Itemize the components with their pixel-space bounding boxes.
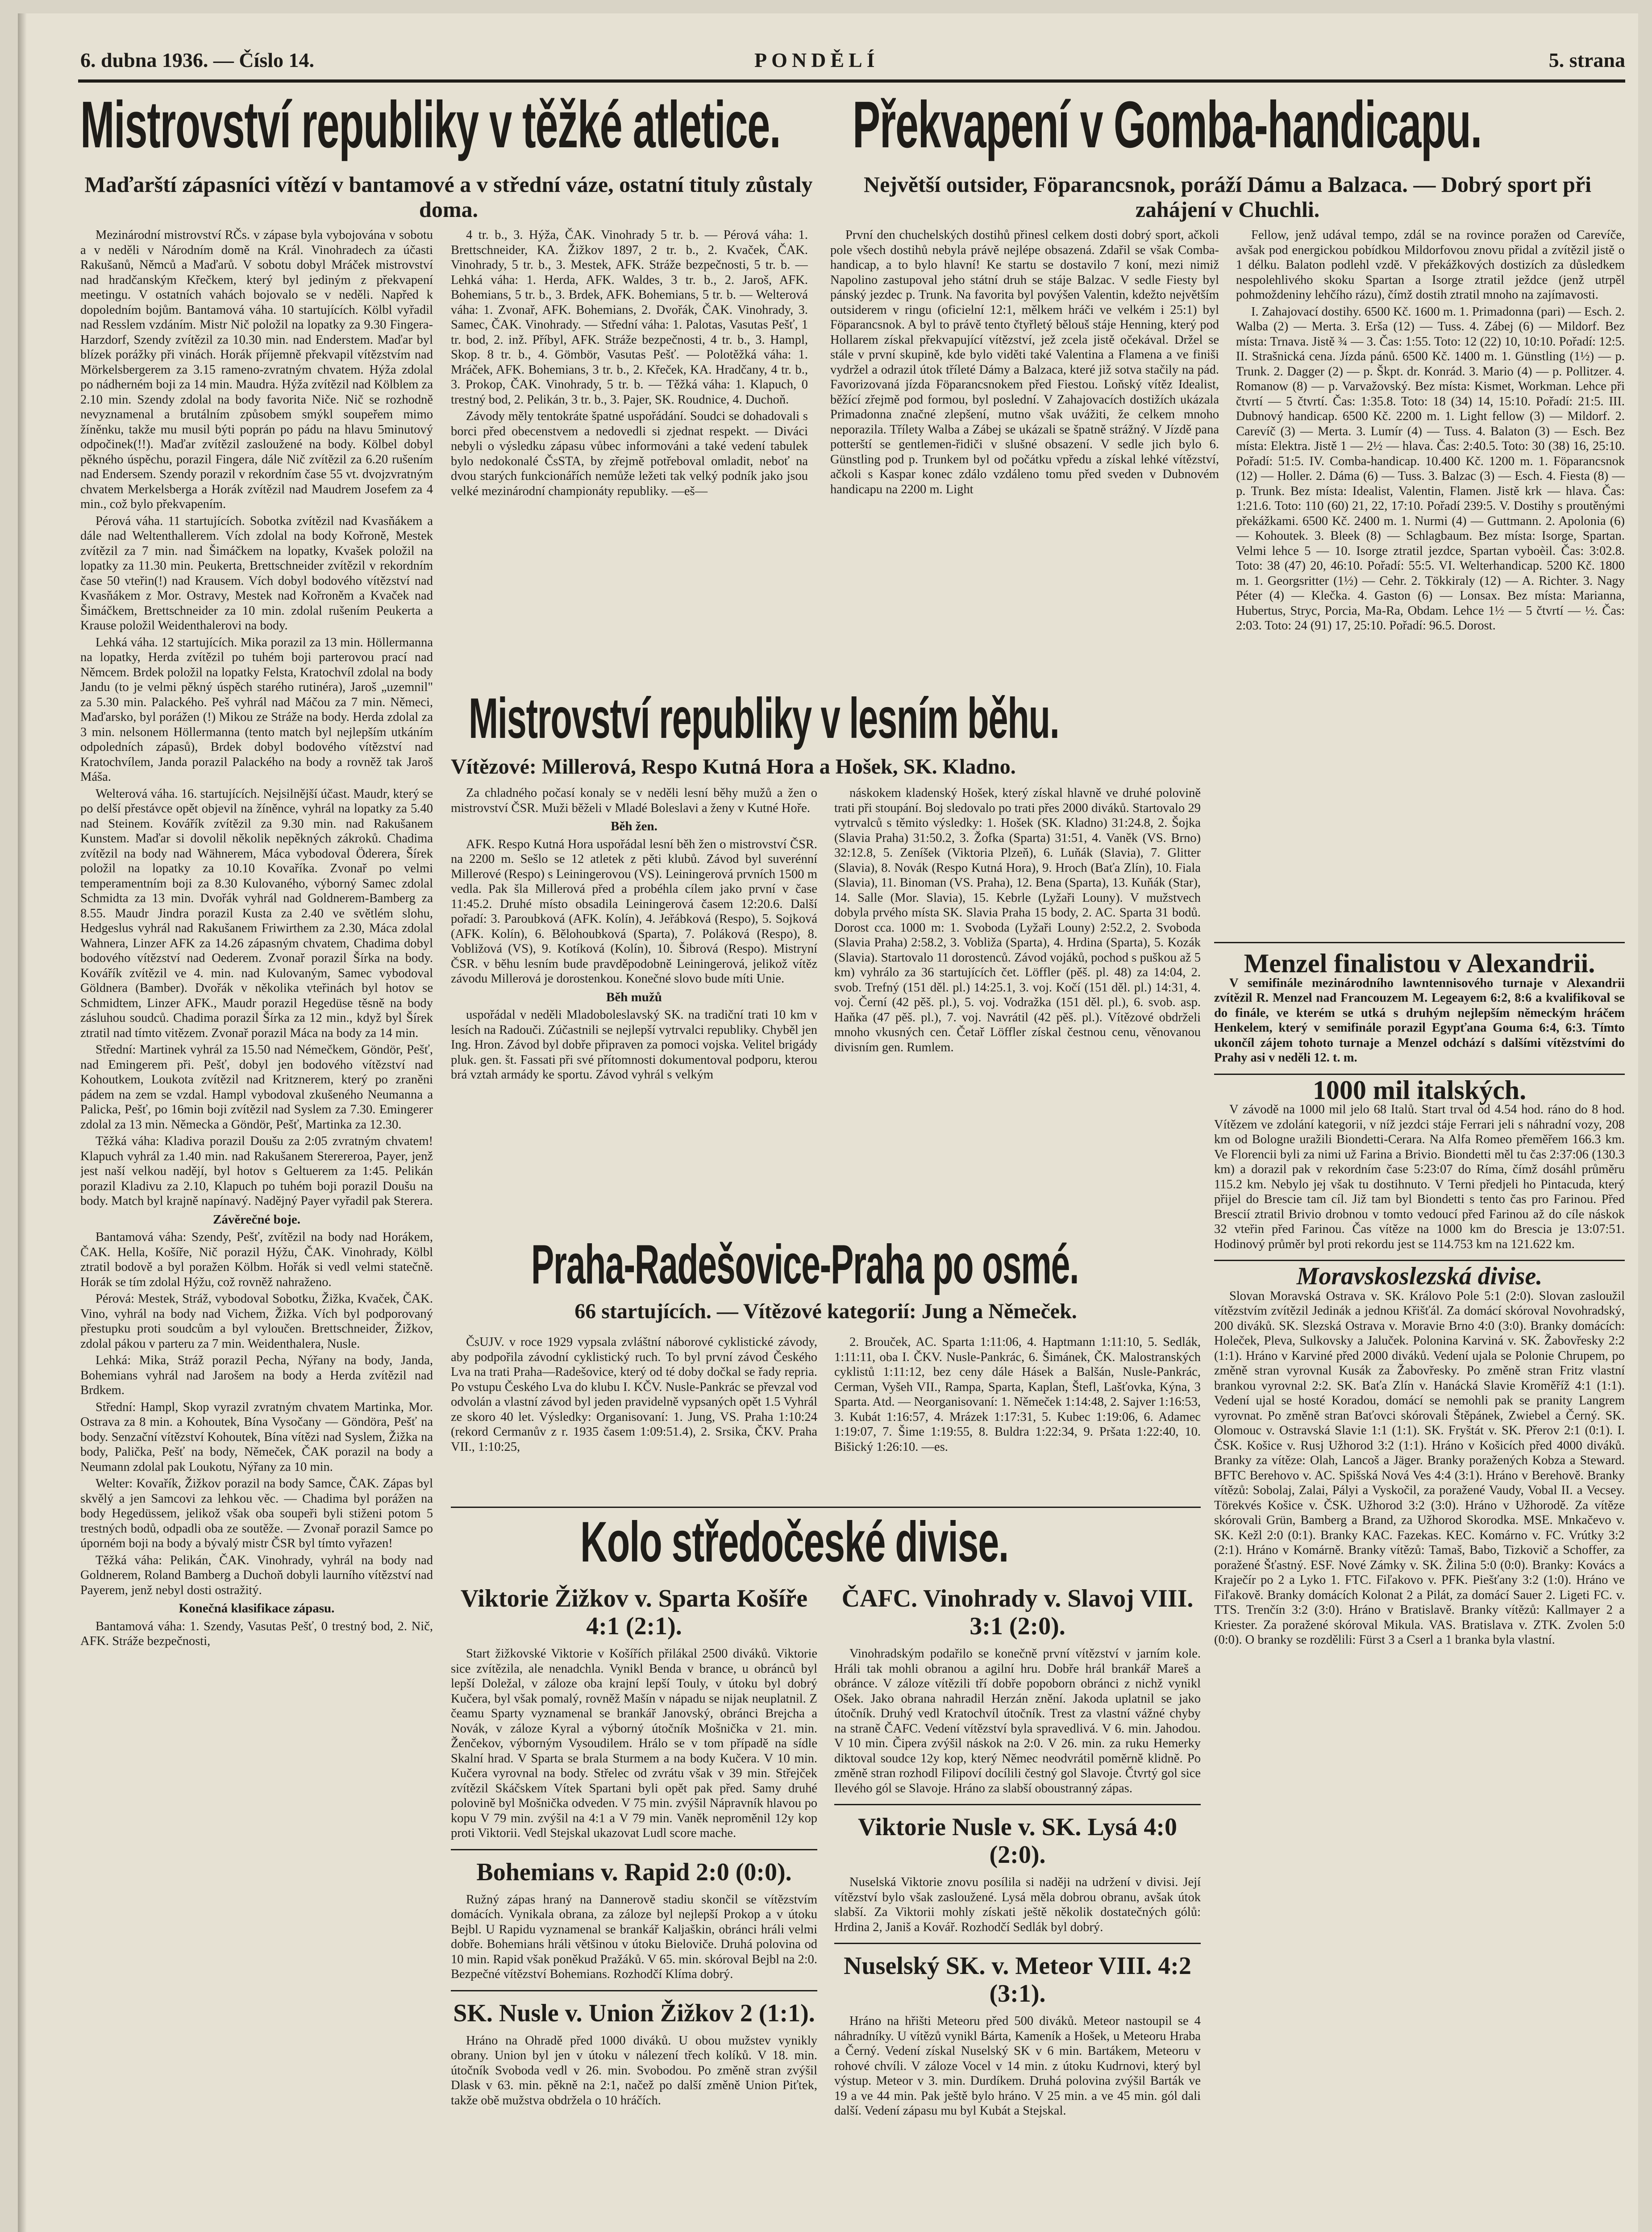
menzel-headline: Menzel finalistou v Alexandrii. — [1244, 951, 1595, 978]
paragraph: Těžká váha: Kladiva porazil Doušu za 2:05 zvratným chvatem! Klapuch vyhrál za 1.40 min. nad Rakušanem Sterereroa, Payer, jenž jest naší velkou nadějí, byl hotov s Geltuerem za 1:45. Pelikán porazil Kladivu za 2.10, Klapuch po tuhém boji porazil Doušu na body. Match byl krajně napínavý. Nadějný Payer vyřadil pak Sterera. — [80, 1134, 433, 1208]
atletika-col2-text — [451, 228, 808, 683]
paragraph: Těžká váha: Pelikán, ČAK. Vinohrady, vyhrál na body nad Goldnerem, Roland Bamberg a Duchoň dobyli laurního vítězství nad Payerem, jenž nebyl dosti ostražitý. — [80, 1553, 433, 1597]
divider — [834, 1943, 1201, 1944]
match-heading: Viktorie Nusle v. SK. Lysá 4:0 (2:0). — [857, 1813, 1178, 1869]
les-deck: Vítězové: Millerová, Respo Kutná Hora a Hošek, SK. Kladno. — [451, 755, 1016, 779]
right-column — [1214, 951, 1625, 2232]
kolo-col2-text — [834, 1580, 1201, 2232]
kolo-columns — [451, 1580, 1201, 2232]
italove-headline: 1000 mil italských. — [1312, 1075, 1527, 1105]
paragraph: Slovan Moravská Ostrava v. SK. Královo Pole 5:1 (2:0). Slovan zasloužil vítězstvím zvítězil Jedinák a jednou Křišťál. Za domácí skóroval Novohradský, 200 diváků. SK. Slezská Ostrava v. Moravie Brno 4:0 (3:0). Branky domácích: Holeček, Pleva, Sulkovsky a Jaluček. Polonina Karviná v. SK. Žabovřesky 2:2 (1:1). Hráno v Karviné před 2000 diváků. Vedení ujala se Polonie Chrupem, po změně stran vyrovnal Kusák za Žabovřesky. Po změně stran Fritz vlastní brankou vyrovnal 2:2. SK. Baťa Zlín v. Hanácká Slavie Kroměříž 4:1 (1:1). Vedení ujal se hosté Koradou, domácí se nemohli pak se pranity Langrem vyrovnat. Po změně stran Baťovci skórovali Štěpánek, Zwiebel a Černý. SK. Olomouc v. Ostravská Slavie 1:1 (1:1). SK. Fryštát v. SK. Přerov 2:1 (0:1). I. ČSK. Košice v. Rusj Užhorod 3:2 (1:1). Hráno v Košicích před 4000 diváků. Branky za vítěze: Olah, Lancoš a Jäger. Branky poražených Kobza a Steward. BFTC Berehovo v. AC. Spišská Nová Ves 4:4 (3:1). Hráno v Berehově. Branky vítězů: Sobolaj, Zalai, Pályi a Vyskočil, za poražené Vaudy, Vobal II. a Vecsey. Törekvés Košice v. ČSK. Užhorod 3:2 (3:0). Hráno v Užhorodě. Za vítěze skórovali Grün, Bamberg a Brand, za Užhorod Skorodka. MSE. Mnkačevo v. SK. Kežl 2:0 (0:1). Branky KAC. Fazekas. KEC. Komárno v. FC. Vrútky 3:2 (2:1). Hráno v Komárně. Branky vítězů: Tamaš, Babo, Tizkovič a Schoffer, za poražené Šťastný. ESF. Nové Zámky v. SK. Žilina 5:0 (0:0). Branky: Kovács a Kraječír po 2 a Lyko 1. FTC. Fiľakovo v. PFK. Piešťany 3:2 (1:0). Hráno ve Fiľakově. Branky domácích Kolonat 2 a Pilát, za domácí Sauer 2. Ligeti FC. v. TTS. Trenčín 3:2 (3:0). Hráno v Bratislavě. Branky vítězů: Kallmayer 2 a Kriester. Za poražené skóroval Mikula. VAS. Bratislava v. ZTK. Zvolen 5:0 (0:0). O branky se rozdělili: Fürst 3 a Cserl a 1 branka byla vlastní. — [1214, 1289, 1625, 1647]
gomba-headline: Překvapení v Gomba-handicapu. — [853, 88, 1482, 162]
kolo-headline: Kolo středočeské divise. — [580, 1510, 1009, 1574]
divider — [1214, 1074, 1625, 1075]
match-heading: ČAFC. Vinohrady v. Slavoj VIII. 3:1 (2:0). — [841, 1585, 1194, 1640]
divider — [451, 1849, 817, 1850]
radesovice-columns — [451, 1335, 1201, 1509]
paragraph: Mezinárodní mistrovství RČs. v zápase byla vybojována v sobotu a v neděli v Národním domě na Král. Vinohradech za účasti Rakušanů, Němců a Maďarů. V sobotu dobyl Mráček mistrovství nad hradčanským Křečkem, který byl jediným z překvapení meetingu. V ostatních vahách bojovalo se v neděli. Napřed k dopoledním bojům. Bantamová váha. 10 startujících. Kölbl vyřadil nad Resslem vzdáním. Mistr Nič položil na lopatky za 9.30 Fingera-Harzdorf, Szendy zvítězil za 10.30 min. nad Enderstem. Maďar byl blízek porážky při vinách. Horák příjemně překvapil vítězstvím nad Mörkelsbergerem za 3.15 rameno-zvratným chvatem. Hýža zdolal po nádherném boji za 14 min. Maudra. Hýža zvítězil nad Kölblem za 2.10 min. Szendy zdolal na body favorita Niče. Nič se rozhodně nevyznamenal a brutálním způsobem smýkl soupeřem mimo žíněnku, takže mu musil býti poprán po pádu na hlavu 5minutový odpočinek(!!). Maďar zvítězil zasloužené na body. Kölbel dobyl pěkného úspěchu, porazil Fingera, dále Nič zvítězil za 6.20 rušením nad Endersem. Szendy porazil v rekordním čase 55 vt. dvojzvratným chvatem Merkelsberga a Horák zvítězil nad Maudrem Josefem za 4 min., což bylo překvapením. — [80, 228, 433, 511]
weekday: PONDĚLÍ — [754, 49, 879, 71]
paragraph: Střední: Martinek vyhrál za 15.50 nad Némečkem, Göndör, Pešť, nad Emingerem při. Pešť, dobyl jen bodového vítězství nad Kohoutkem, Loukota zvítězil nad Kritznerem, který po zraněni pádem na zem se vzdal. Hampl vybodoval zkušeného Neumanna a Palicka, Pešť, po 16min boji zvítězil nad Syslem za 7.30. Emingerer zdolal za 13 min. Německa a Göndör, Pešť, Martinka za 12.30. — [80, 1043, 433, 1132]
match-heading: Nuselský SK. v. Meteor VIII. 4:2 (3:1). — [844, 1952, 1191, 2007]
paragraph: Střední: Hampl, Skop vyrazil zvratným chvatem Martinka, Mor. Ostrava za 8 min. a Kohoutek, Bína Vysočany — Göndöra, Pešť na body. Senzační vítězství Kohoutek, Bína vítězi nad Syslem, Žižka na body, Palička, Pešť na body, Němeček, ČAK porazil na body a Neumann zdolal pak Loukotu, Nýřany za 10 min. — [80, 1400, 433, 1474]
paragraph: Za chladného počasí konaly se v neděli lesní běhy mužů a žen o mistrovství ČSR. Muži běželi v Mladé Boleslavi a ženy v Kutné Hoře. — [451, 786, 817, 815]
header-rule — [78, 79, 1625, 83]
paragraph: První den chuchelských dostihů přinesl celkem dosti dobrý sport, ačkoli pole všech dostihů nebyla právě nejlépe obsazená. Zdařil se však Comba-handicap, a to bylo hlavní! Ke startu se dostavilo 7 koní, mezi nimiž Napolino zastupoval jeho státní druh se stáje Balzac. V sedle Fiesty byl pánský jezdec p. Trunk. Na favorita byl povýšen Valentin, kdežto největším outsiderem v ringu (oficielní 12:1, mělkem hráči ve velkém i 25:1) byl Föparancsnok. A byl to právě tento čtyřletý bělouš stáje Henning, který pod Hollarem získal překvapující vítězství, jež zcela jistě očekával. Držel se stále v první skupině, kde bylo viděti také Valentina a Flamena a ve finiši vydržel a odrazil útok tříleté Dámy a Balzaca, které již sotva stačily na pád. Favorizovaná jízda Föparancsnokem před Fiestou. Loňský vítěz Idealist, běžící zřejmě pod formou, byl poslední. V Zahajovacích dostižích ukázala Primadonna značné zlepšení, mutno však uvážiti, že celkem mnoho neporazila. Třílety Walba a Zábej se ukázali se špatně strážný. V Jízdě pana potterští se gentlemen-řidiči v slušné obsazení. V sedle jich bylo 6. Günstling pod p. Trunkem byl od počátku vpředu a získal lehké vítězství, ačkoli s Kaspar konec zdálo vzdáleno tomu před sveden v Dubnovém handicapu na 2200 m. Light — [830, 228, 1219, 496]
divider — [1214, 942, 1625, 943]
atletika-headline: Mistrovství republiky v těžké atletice. — [80, 88, 781, 162]
paragraph: Bantamová váha: Szendy, Pešť, zvítězil na body nad Horákem, ČAK. Hella, Košíře, Nič porazil Hýžu, ČAK. Vinohrady, Kölbl ztratil bodově a byl poražen Kölbm. Hořák si vedl velmi statečně. Horák se tím zdolal Hýžu, což rovněž nahraženo. — [80, 1230, 433, 1289]
gomba-deck: Největší outsider, Föparancsnok, poráží Dámu a Balzaca. — Dobrý sport při zahájení v Chuchli. — [863, 172, 1592, 222]
paragraph: Welter: Kovařík, Žižkov porazil na body Samce, ČAK. Zápas byl skvělý a jen Samcovi za lehkou věc. — Chadima byl porážen na body Hegedüssem, jelikož však oba soupeři byli stiženi potom 5 trestných bodů, odpadli oba ze soutěže. — Zvonař porazil Samce po úporném boji na body a bývalý mistr ČSR byl tímto vyřazen! — [80, 1477, 433, 1550]
paragraph: Nuselská Viktorie znovu posílila si naději na udržení v divisi. Její vítězství bylo však zasloužené. Lysá měla dobrou obranu, avšak útok slabší. Za Viktorii mohly získati ještě několik dostatečných gólů: Hrdina 2, Janiš a Kovář. Rozhodčí Sedlák byl dobrý. — [834, 1875, 1201, 1934]
atletika-column-1 — [80, 228, 433, 2232]
kolo-col1-text — [451, 1580, 817, 2232]
divider — [451, 1990, 817, 1991]
paragraph: Lehká: Mika, Stráž porazil Pecha, Nýřany na body, Janda, Bohemians vyhrál nad Jarošem na body a Herda zvítězil nad Brdkem. — [80, 1353, 433, 1397]
paragraph: 4 tr. b., 3. Hýža, ČAK. Vinohrady 5 tr. b. — Pérová váha: 1. Brettschneider, KA. Žižkov 1897, 2 tr. b., 2. Kvaček, ČAK. Vinohrady, 5 tr. b., 3. Mestek, AFK. Stráže bezpečnosti, 5 tr. b. — Lehká váha: 1. Herda, AFK. Waldes, 3 tr. b., 2. Jaroš, AFK. Bohemians, 5 tr. b., 3. Brdek, AFK. Bohemians, 5 tr. b. — Welterová váha: 1. Zvonař, AFK. Bohemians, 2. Dvořák, ČAK. Vinohrady, 3. Samec, ČAK. Vinohrady. — Střední váha: 1. Palotas, Vasutas Pešť, 1 tr. bod, 2. inž. Příbyl, AFK. Stráže bezpečnosti, 4 tr. b., 3. Hampl, Skop. 8 tr. b., 4. Gömbör, Vasutas Pešť. — Polotěžká váha: 1. Mráček, AFK. Bohemians, 3 tr. b., 2. Křeček, KA. Hradčany, 4 tr. b., 3. Prokop, ČAK. Vinohrady, 5 tr. b. — Těžká váha: 1. Klapuch, 0 trestný bod, 2. Pelikán, 3 tr. b., 3. Pajer, SK. Roudnice, 4. Duchoň. — [451, 228, 808, 407]
paragraph: náskokem kladenský Hošek, který získal hlavně ve druhé polovině trati při stoupání. Boj sledovalo po trati přes 2000 diváků. Startovalo 29 vytrvalců s těmito výsledky: 1. Hošek (SK. Kladno) 31:24.8, 2. Šojka (Slavia Praha) 31:50.2, 3. Žofka (Sparta) 31:51, 4. Vaněk (VS. Brno) 32:12.8, 5. Zeníšek (Viktoria Plzeň), 6. Luňák (Slavia), 7. Glitter (Slavia), 8. Novák (Respo Kutná Hora), 9. Hroch (Baťa Zlín), 10. Fiala (Slavia), 11. Binoman (VS. Praha), 12. Bena (Sparta), 13. Kuňák (Star), 14. Salle (Mor. Slavia), 15. Kebrle (Lyžaři Louny). V mužstvech dobyla prvého místa SK. Slavia Praha 15 body, 2. AC. Sparta 31 bodů. Dorost cca. 1000 m: 1. Svoboda (Lyžaři Louny) 2:52.2, 2. Svoboda (Slavia Praha) 2:58.2, 3. Vobliža (Sparta), 4. Hrdina (Sparta), 5. Kozák (Slavia). Startovalo 11 dorostenců. Závod vojáků, pochod s puškou až 5 km) vyhrálo za 36 startujících čet. Löffler (pěš. pl. 48) za 14:04, 2. svob. Trefný (151 děl. pl.) 14:25.1, 3. voj. Kočí (151 děl. pl.) 14:31, 4. voj. Černí (42 pěš. pl.), 5. voj. Vodražka (151 děl. pl.), 6. svob. asp. Haňka (47 pěš. pl.), 7. voj. Navrátil (42 pěš. pl.). Vítězové obdrželi mnoho vkusných cen. Četař Löffler získal čestnou cenu, věnovanou divisním gen. Rumlem. — [834, 786, 1201, 1054]
match-heading: Bohemians v. Rapid 2:0 (0:0). — [476, 1858, 792, 1886]
paragraph: Hráno na hřišti Meteoru před 500 diváků. Meteor nastoupil se 4 náhradníky. U vítězů vynikl Bárta, Kameník a Hošek, u Meteoru Hraba a Černý. Vedení získal Nuselský SK v 6 min. Bartákem, Meteoru v rohové chvíli. V záloze Vocel v 14 min. z útoku Kudrnovi, který byl výstup. Meteor v 3. min. Durdíkem. Druhá polovina zvýšil Barták ve 19 a ve 44 min. Pak ještě bylo hráno. V 25 min. a ve 45 min. gól dali další. Vedení zápasu mu byl Kubát a Stejskal. — [834, 2014, 1201, 2118]
race-results: I. Zahajovací dostihy. 6500 Kč. 1600 m. 1. Primadonna (pari) — Esch. 2. Walba (2) — Merta. 3. Erša (12) — Tuss. 4. Zábej (6) — Mildorf. Bez místa: Trnava. Jistě ¾ — 3. Čas: 1:55. Toto: 12 (22) 10, 10:10. Pořadí: 12:5. II. Strašnická cena. Jízda pánů. 6500 Kč. 1400 m. 1. Günstling (1½) — p. Trunk. 2. Dagger (2) — p. Škpt. dr. Konrád. 3. Mario (4) — p. Pollitzer. 4. Romanow (8) — p. Varvažovský. Bez místa: Kismet, Workman. Lehce při čtvrtí — 5 čtvrtí. Čas: 1:35.8. Toto: 18 (34) 14, 15:10. Pořadí: 21:5. III. Dubnový handicap. 6500 Kč. 2200 m. 1. Light fellow (3) — Mildorf. 2. Carevíč (3) — Merta. 3. Lumír (4) — Tuss. 4. Balaton (3) — Esch. Bez místa: Elektra. Jistě 1 — 2½ — hlava. Čas: 2:40.5. Toto: 30 (38) 16, 25:10. Pořadí: 51:5. IV. Comba-handicap. 10.400 Kč. 1200 m. 1. Föparancsnok (12) — Holler. 2. Dáma (6) — Tuss. 3. Balzac (3) — Esch. 4. Fiesta (8) — p. Trunk. Bez místa: Idealist, Valentin, Flamen. Jistě krk — hlava. Čas: 1:21.6. Toto: 110 (60) 21, 22, 17:10. Pořadí 239:5. V. Dostihy s proutěnými překážkami. 6500 Kč. 2400 m. 1. Nurmi (4) — Guttmann. 2. Apolonia (6) — Kohoutek. 3. Bleek (8) — Schlagbaum. Bez místa: Isorge, Spartan. Velmi lehce 5 — 10. Isorge ztratil jezdce, Spartan vyboèil. Čas: 3:02.8. Toto: 38 (47) 20, 46:10. Pořadí: 55:5. VI. Welterhandicap. 5200 Kč. 1800 m. 1. Georgsritter (1½) — Cehr. 2. Tökkiraly (12) — A. Richter. 3. Nagy Péter (4) — Klečka. 4. Gaston (6) — Lonsax. Bez místa: Marianna, Hubertus, Stryc, Porcia, Ma-Ra, Obdam. Lehce 1½ — 5 čtvrtí — ½. Čas: 2:03. Toto: 24 (91) 17, 25:10. Pořadí: 96.5. Dorost. — [1236, 304, 1625, 633]
gomba-col1-text — [830, 228, 1219, 683]
moravsko-headline: Moravskoslezská divise. — [1296, 1262, 1543, 1290]
atletika-deck: Maďarští zápasníci vítězí v bantamové a v střední váze, ostatní tituly zůstaly doma. — [84, 172, 813, 222]
gomba-columns — [830, 228, 1625, 683]
divider — [1214, 1260, 1625, 1261]
match-heading: SK. Nusle v. Union Žižkov 2 (1:1). — [453, 1999, 815, 2027]
paragraph: V semifinále mezinárodního lawntennisového turnaje v Alexandrii zvítězil R. Menzel nad Francouzem M. Legeayem 6:2, 8:6 a kvalifikoval se do finále, ve kterém se utká s druhým nejlepším německým hráčem Henkelem, který v semifinále porazil Egypťana Gouma 6:4, 6:3. Tímto ukončíl zájem tohoto turnaje a Menzel odchází s dalšími vítězstvími do Prahy asi v neděli 12. t. m. — [1214, 976, 1625, 1065]
les-headline: Mistrovství republiky v lesním běhu. — [469, 687, 1059, 750]
subheading: Závěrečné boje. — [213, 1212, 300, 1227]
radesovice-deck: 66 startujících. — Vítězové kategorií: Jung a Němeček. — [574, 1299, 1077, 1323]
paragraph: Závody měly tentokráte špatné uspořádání. Soudci se dohadovali s borci před obecenstvem a nedovedli si zjednat respekt. — Diváci nebyli o výsledku zápasu vůbec informováni a také vedení tabulek bylo nedokonalé ČsSTA, by zřejmě potřeboval omladit, neboť na dvou starých funkcionářích nemůže ležeti tak velký podník jako jsou velké mezinárodní championáty republiky. —eš— — [451, 409, 808, 498]
paragraph: Vinohradským podařilo se konečně první vítězství v jarním kole. Hráli tak mohli obranou a agilní hru. Dobře hrál brankář Mareš a obránce. V záloze vítězili tří dobře popoborn obránci z nichž vynikl Ošek. Jako obrana nahradil Herzán znění. Jakoda uplatnil se jako útočník. Druhý vedl Kratochvíl útočník. Trest za vlastní vážné chyby na straně ČAFC. Vedení vítězství byla spravedlivá. V 6. min. Jahodou. V 10 min. Čipera zvýšil náskok na 2:0. V 26. min. za ruku Hemerky diktoval soudce 12y kop, který Němec neodvrátil poměrně klidně. Po změně stran rozhodl Filipoví docílili čestný gol Slavoje. Čtvrtý gol sice Ilevého gól se Slavoje. Hráno za slabší oboustranný zápas. — [834, 1647, 1201, 1795]
radesovice-col1-text — [451, 1335, 817, 1509]
page-number: 5. strana — [1548, 49, 1625, 71]
page-edge-shadow — [18, 13, 27, 2232]
paragraph: 2. Brouček, AC. Sparta 1:11:06, 4. Haptmann 1:11:10, 5. Sedlák, 1:11:11, oba I. ČKV. Nusle-Pankrác, 6. Šimánek, ČK. Malostranských cyklistů 1:11:12, bez ceny dále Hásek a Balšán, Nusle-Pankrác, Cerman, Vyšeh VII., Rampa, Sparta, Kaplan, Štefl, Lašťovka, Kýna, 3 Sparta. Atd. — Neorganisovaní: 1. Němeček 1:14:48, 2. Sajver 1:16:53, 3. Kubát 1:16:57, 4. Mrázek 1:17:31, 5. Kubec 1:19:06, 6. Adamec 1:19:07, 7. Šime 1:19:55, 8. Buldra 1:22:34, 9. Pršata 1:22:40, 10. Bišický 1:26:10. —es. — [834, 1335, 1201, 1454]
atletika-col1-text — [80, 228, 433, 2232]
radesovice-col2-text — [834, 1335, 1201, 1509]
divider — [451, 1507, 1201, 1508]
paragraph: Pérová váha. 11 startujících. Sobotka zvítězil nad Kvasňákem a dále nad Weltenthallerem. Vích zdolal na body Kořroně, Mestek zvítězil za 7 min. nad Šimáčkem na lopatky, Kvašek položil na lopatky za 11.30 min. Peukerta, Brettschneider zvítězil v rekordním čase 50 vteřin(!) nad Krausem. Vích dobyl bodového vítězství nad Kvasňákem z Mor. Ostravy, Mestek nad Kořroněm a Kvaček nad Šimáčkem, Brettschneider za 10 min. zdolal rušením Peukerta a Krause položil Weidenthalerovi na body. — [80, 514, 433, 633]
paragraph: Ružný zápas hraný na Dannerově stadiu skončil se vítězstvím domácích. Vynikala obrana, za záloze byl nejlepší Prokop a v útoku Bejbl. U Rapidu vyznamenal se brankář Kaljaškin, obránci hráli velmi dobře. Bohemians hráli většinou v útoku Bieloviče. Druhá polovina od 10 min. Rapid však poněkud Pražáků. V 65. min. skóroval Bejbl na 2:0. Bezpečné vítězství Bohemians. Rozhodčí Klíma dobrý. — [451, 1892, 817, 1981]
paragraph: Pérová: Mestek, Stráž, vybodoval Sobotku, Žižka, Kvaček, ČAK. Vino, vyhrál na body nad Vichem, Žižka. Vích byl podporovaný přestupku proti soudcům a byl vyloučen. Brettschneider, Žižkov, zdolal pákou v parteru za 7 min. Weidenthalera, Nusle. — [80, 1292, 433, 1351]
divider — [834, 1804, 1201, 1805]
subheading: Běh mužů — [606, 990, 662, 1004]
paragraph: ČsUJV. v roce 1929 vypsala zvláštní náborové cyklistické závody, aby podpořila závodní cyklistický ruch. To byl první závod Českého Lva na trati Praha—Radešovice, který od té doby dočkal se řady repria. Po vstupu Českého Lva do klubu I. KČV. Nusle-Pankrác se převzal vod odvolán a vlastní závod byl jeden pravidelně vypsaných opět 1.5 Vyhrál ze skoro 40 let. Výsledky: Organisovaní: 1. Jung, VS. Praha 1:10:24 (rekord Cermanův z r. 1935 časem 1:09:51.4), 2. Srsika, ČKV. Praha VII., 1:10:25, — [451, 1335, 817, 1454]
paragraph: Bantamová váha: 1. Szendy, Vasutas Pešť, 0 trestný bod, 2. Nič, AFK. Stráže bezpečnosti, — [80, 1619, 433, 1648]
issue-date: 6. dubna 1936. — Číslo 14. — [80, 49, 315, 71]
paragraph: Lehká váha. 12 startujících. Mika porazil za 13 min. Höllermanna na lopatky, Herda zvítězil po tuhém boji parterovou prací nad Němcem. Brdek položil na lopatky Felsta, Kratochvíl zdolal na body Jandu (to je velmi pěkný úspěch starého rutinéra), Jaroš „uzemnil" za 5.30 min. Palackého. Peš vyhrál nad Máčou za 7 min. Němeci, Maďarsko, byl porážen (!) Mikou ze Stráže na body. Herda zdolal za 3 min. nelsonem Höllermanna (tento match byl nejlepším utkáním odpoledních zápasů), Brdek dobyl bodového vítězství nad Kratochvílem, Janda porazil Palackého na body a rovněž tak Jaroš Máša. — [80, 635, 433, 784]
paragraph: Start žižkovské Viktorie v Košířích přilákal 2500 diváků. Viktorie sice zvítězila, ale nenadchla. Vynikl Benda v brance, u obránců byl lepší Doležal, v záloze oba krajní lepší Touly, v útoku byl dobrý Kučera, byl však pomalý, rovněž Mašín v nápadu se nijak neuplatnil. Z čeamu Sparty vyznamenal se brankář Janovský, obránci Brejcha a Novák, v záloze Kyral a výborný útočník Mošnička v 21. min. Ženčekov, výborným Vysoudilem. Hrálo se v tom případě na sídle Skalní hrad. V Sparta se brala Sturmem a na body Kučera. V 10 min. Kučera vyrovnal na body. Střelec od zvrátu však v 39 min. Střejček zvítězil Skáčskem Vítek Spartani byli opět pak před. Samy druhé polovině byl Mošnička odveden. V 75 min. zvýšil Nápravník hlavou po kopu V 79 min. zvýšil na 4:1 a V 79 min. Vaněk neproměnil 12y kop proti Viktorii. Vedl Stejskal ukazovat Ludl score mache. — [451, 1647, 817, 1840]
match-heading: Viktorie Žižkov v. Sparta Košíře 4:1 (2:1). — [460, 1585, 808, 1640]
paragraph: Fellow, jenž udával tempo, zdál se na rovince poražen od Carevíče, avšak pod energickou pobídkou Mildorfovou znovu přidal a zvítězil jistě o 1 délku. Balaton podlehl vzdě. V překážkových dostizích za důsledkem nespolehlivého skoku Spartan a Isorge ztratil ježdce (jenž utrpěl pohmoždeniny lehčího rázu), čímž dostih ztratil mnoho na zajímavosti. — [1236, 228, 1625, 302]
paragraph: V závodě na 1000 mil jelo 68 Italů. Start trval od 4.54 hod. ráno do 8 hod. Vítězem ve zdolání kategorii, v níž jezdci stáje Ferrari jeli s náhradní vozy, 208 km od Bologne uražili Biondetti-Cerara. Na Alfa Romeo přeměřem 166.3 km. Ve Florencii byli za nimi už Farina a Brivio. Biondetti měl tu čas 2:37:06 (130.3 km) a dorazil pak v rekordním čase 5:23:07 do Ríma, čímž dosáhl průměru 115.2 km. Nebylo jej však tu dostihnuto. V Terni předjeli ho Pintacuda, který přijel do Brescie tam cíl. Již tam byl Biondetti s tento čas pro Farinou. Před Brescií ztratil Brivio drobnou v tomto vedoucí před Farinou až do cíle náskok 32 vteřin před Farinou. Čas vítěze na 1000 km do Brescia je 13:07:51. Hodinový průměr byl proti rekordu jest se 114.753 km na 121.622 km. — [1214, 1103, 1625, 1251]
subheading: Běh žen. — [611, 819, 657, 833]
subheading: Konečná klasifikace zápasu. — [179, 1601, 335, 1616]
paragraph: uspořádal v neděli Mladoboleslavský SK. na tradiční trati 10 km v lesích na Radouči. Zúčastnili se nejlepší vytrvalci republiky. Chyběl jen Ing. Hron. Závod byl dobře připraven za pomoci vojska. Velitel brigády pluk. gen. št. Fassati při své přítomnosti dokumentoval podporu, kterou brá vztah armády ke sportu. Závod vyhrál s velkým — [451, 1008, 817, 1082]
paragraph: Welterová váha. 16. startujících. Nejsilnější účast. Maudr, který se po delší přestávce opět objevil na žíněnce, vyhrál na lopatky za 5.40 nad Steinem. Kovářík zvítězil za 9.30 min. nad Rakušanem Kunstem. Maďar si dovolil několik nepěkných zákroků. Chadima zvítězil na body nad Wähnerem, Máca vybodoval Öderera, Šírek položil na lopatky za 10.10 Kovaříka. Zvonař po velmi temperamentním boji za 8.30 Kulovaného, výborný Samec zdolal Schmidta za 13 min. Dvořák vyhrál nad Goldnerem-Bamberg za 8.55. Maudr Jindra porazil Kusta za 2.40 ve světlém slohu, Hedgeslus vyhrál nad Rakušanem Friwirthem za 2.30, Máca zdolal Wahnera, Linzer AFK za 14.26 zápasným chvatem, Chadima dobyl bodového vítězství nad Oederem. Zvonař porazil Šírka na body. Kovářík zvítězil ve 4. min. nad Kulovaným, Samec vybodoval Göldnera (Bamber). Dvořák v několika vteřinách byl hotov se Schmidtem, Linzer AFK., Maudr porazil Hegedüse těsně na body zásluhou soudců. Chadima porazil Šírka za 12 min., když byl Šírek ztratil nad tímto vitězem. Zvonař porazil Máca na body za 14 min. — [80, 787, 433, 1040]
paragraph: Hráno na Ohradě před 1000 diváků. U obou mužstev vynikly obrany. Union byl jen v útoku v nálezení třech kolíků. V 18. min. útočník Svoboda vedl v 26. min. Svobodou. Po změně stran zvýšil Dlask v 63. min. pěkně na 2:1, načež po další změně Union Piťtek, takže obě mužstva obdržela o 10 hráčích. — [451, 2033, 817, 2107]
les-columns — [451, 786, 1201, 1241]
radesovice-headline: Praha-Radešovice-Praha po osmé. — [531, 1234, 1079, 1295]
right-col-text — [1214, 951, 1625, 2232]
les-col1-text — [451, 786, 817, 1241]
paragraph: AFK. Respo Kutná Hora uspořádal lesní běh žen o mistrovství ČSR. na 2200 m. Sešlo se 12 atletek z pěti klubů. Závod byl suverénní Millerové (Respo) s Leiningerovou (VS). Leiningerová prvních 1500 m vedla. Pak šla Millerová před a probéhla cílem jako první v čase 11:45.2. Druhé místo obsadila Leiningerová časem 12:20.6. Další pořadí: 3. Paroubková (AFK. Kolín), 4. Jeřábková (Respo), 5. Sojková (AFK. Kolín), 6. Bělohoubková (Sparta), 7. Poláková (Respo), 8. Vobližová (VS), 9. Kotíková (Kolín), 10. Šibrová (Respo). Mistryní ČSR. v běhu lesním bude pravděpodobně Leiningerová, jelikož vítěz závodu Millerová je dorostenkou. Konečné slovo bude míti Unie. — [451, 837, 817, 986]
gomba-col2-text — [1236, 228, 1625, 683]
masthead-strip — [80, 45, 1625, 76]
atletika-column-2 — [451, 228, 808, 683]
les-col2-text — [834, 786, 1201, 1241]
